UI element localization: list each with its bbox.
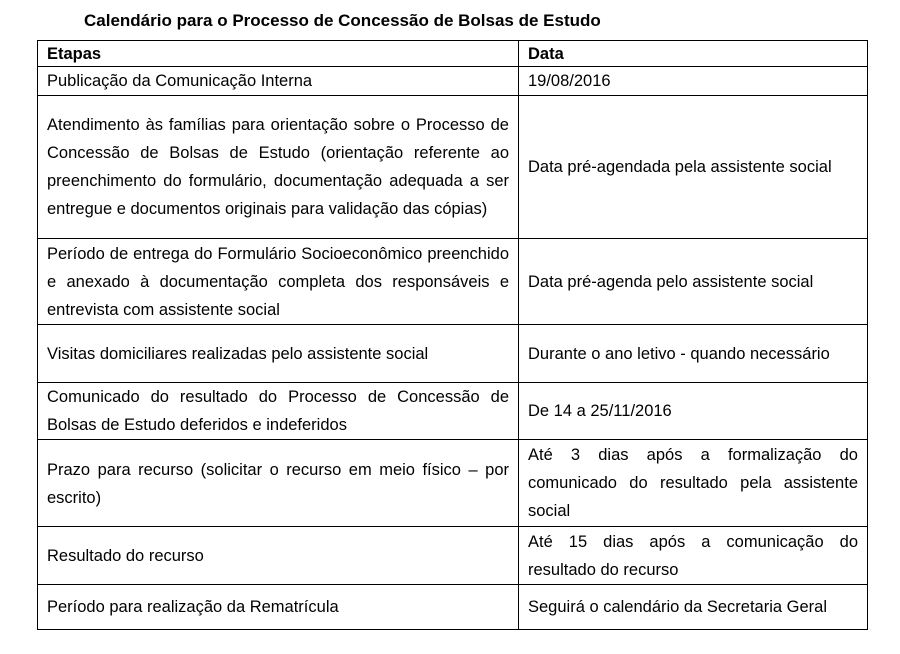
data-cell: Até 15 dias após a comunicação do resultado do recurso [519,527,868,585]
data-cell: De 14 a 25/11/2016 [519,383,868,440]
etapa-cell: Período para realização da Rematrícula [38,585,519,630]
table-row [38,96,868,239]
data-cell: Data pré-agenda pelo assistente social [519,239,868,325]
etapa-cell: Período de entrega do Formulário Socioeconômico preenchido e anexado à documentação completa dos responsáveis e entrevista com assistente social [38,239,519,325]
table-row [38,239,868,325]
etapa-cell: Comunicado do resultado do Processo de Concessão de Bolsas de Estudo deferidos e indeferidos [38,383,519,440]
document-title: Calendário para o Processo de Concessão de Bolsas de Estudo [84,11,601,30]
table-row [38,325,868,383]
data-cell: Durante o ano letivo - quando necessário [519,325,868,383]
etapa-cell: Visitas domiciliares realizadas pelo assistente social [38,325,519,383]
table-header-row [38,41,868,67]
data-cell: 19/08/2016 [519,67,868,96]
etapa-cell: Atendimento às famílias para orientação sobre o Processo de Concessão de Bolsas de Estudo (orientação referente ao preenchimento do formulário, documentação adequada a ser entregue e documentos originais para validação das cópias) [38,96,519,239]
calendar-table [37,40,868,630]
header-data: Data [519,41,868,67]
data-cell: Seguirá o calendário da Secretaria Geral [519,585,868,630]
table-row [38,383,868,440]
table-row [38,67,868,96]
data-cell: Até 3 dias após a formalização do comunicado do resultado pela assistente social [519,440,868,527]
etapa-cell: Resultado do recurso [38,527,519,585]
etapa-cell: Prazo para recurso (solicitar o recurso em meio físico – por escrito) [38,440,519,527]
table-row [38,527,868,585]
data-cell: Data pré-agendada pela assistente social [519,96,868,239]
etapa-cell: Publicação da Comunicação Interna [38,67,519,96]
header-etapas: Etapas [38,41,519,67]
table-row [38,440,868,527]
table-row [38,585,868,630]
